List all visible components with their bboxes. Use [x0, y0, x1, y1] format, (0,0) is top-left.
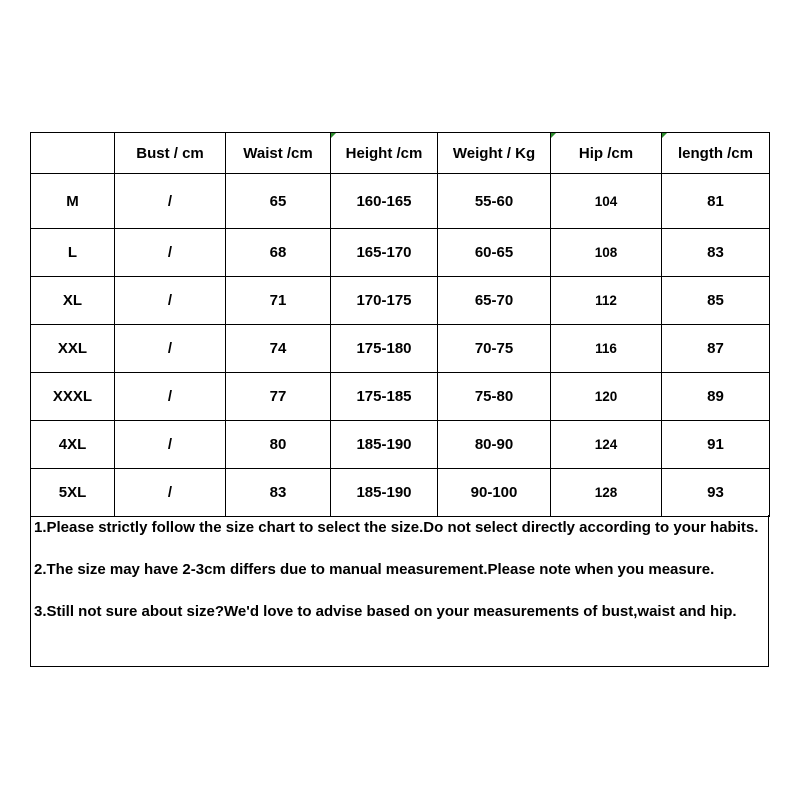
- bust-cell: /: [115, 469, 226, 517]
- bust-cell: /: [115, 373, 226, 421]
- height-cell: 185-190: [331, 469, 438, 517]
- hip-cell: 124: [551, 421, 662, 469]
- waist-cell: 77: [226, 373, 331, 421]
- header-height: [331, 133, 438, 174]
- bust-cell: /: [115, 174, 226, 229]
- note-2: 2.The size may have 2-3cm differs due to manual measurement.Please note when you measure.: [34, 561, 715, 578]
- waist-cell: 65: [226, 174, 331, 229]
- weight-cell: 65-70: [438, 277, 551, 325]
- size-chart-table: [30, 132, 770, 517]
- waist-cell: 68: [226, 229, 331, 277]
- length-cell: 93: [662, 469, 770, 517]
- weight-cell: 60-65: [438, 229, 551, 277]
- length-cell: 87: [662, 325, 770, 373]
- hip-cell: 104: [551, 174, 662, 229]
- size-notes: [30, 515, 769, 667]
- size-cell: XXL: [31, 325, 115, 373]
- header-height-label: Height /cm: [345, 144, 423, 162]
- header-length: [662, 133, 770, 174]
- size-cell: XL: [31, 277, 115, 325]
- header-length-label: length /cm: [677, 144, 753, 162]
- header-hip: [551, 133, 662, 174]
- note-3: 3.Still not sure about size?We'd love to advise based on your measurements of bust,waist and hip.: [34, 603, 737, 620]
- height-cell: 165-170: [331, 229, 438, 277]
- weight-cell: 55-60: [438, 174, 551, 229]
- header-waist: Waist /cm: [226, 133, 331, 174]
- waist-cell: 83: [226, 469, 331, 517]
- hip-cell: 108: [551, 229, 662, 277]
- height-cell: 185-190: [331, 421, 438, 469]
- weight-cell: 70-75: [438, 325, 551, 373]
- header-weight: Weight / Kg: [438, 133, 551, 174]
- table-row: [31, 469, 770, 517]
- length-cell: 81: [662, 174, 770, 229]
- height-cell: 170-175: [331, 277, 438, 325]
- height-cell: 160-165: [331, 174, 438, 229]
- table-row: [31, 229, 770, 277]
- weight-cell: 90-100: [438, 469, 551, 517]
- length-cell: 85: [662, 277, 770, 325]
- weight-cell: 80-90: [438, 421, 551, 469]
- waist-cell: 71: [226, 277, 331, 325]
- bust-cell: /: [115, 229, 226, 277]
- size-cell: XXXL: [31, 373, 115, 421]
- header-bust: Bust / cm: [115, 133, 226, 174]
- size-cell: 5XL: [31, 469, 115, 517]
- hip-cell: 120: [551, 373, 662, 421]
- size-cell: L: [31, 229, 115, 277]
- bust-cell: /: [115, 325, 226, 373]
- table-row: [31, 174, 770, 229]
- cell-comment-marker: [331, 133, 336, 138]
- size-cell: 4XL: [31, 421, 115, 469]
- length-cell: 91: [662, 421, 770, 469]
- cell-comment-marker: [662, 133, 667, 138]
- length-cell: 83: [662, 229, 770, 277]
- height-cell: 175-180: [331, 325, 438, 373]
- bust-cell: /: [115, 421, 226, 469]
- hip-cell: 112: [551, 277, 662, 325]
- hip-cell: 116: [551, 325, 662, 373]
- note-1: 1.Please strictly follow the size chart to select the size.Do not select directly according to your habits.: [34, 519, 759, 536]
- table-row: [31, 373, 770, 421]
- cell-comment-marker: [551, 133, 556, 138]
- hip-cell: 128: [551, 469, 662, 517]
- table-row: [31, 277, 770, 325]
- size-cell: M: [31, 174, 115, 229]
- bust-cell: /: [115, 277, 226, 325]
- header-size: [31, 133, 115, 174]
- waist-cell: 80: [226, 421, 331, 469]
- header-hip-label: Hip /cm: [578, 144, 634, 162]
- weight-cell: 75-80: [438, 373, 551, 421]
- table-row: [31, 421, 770, 469]
- table-row: [31, 325, 770, 373]
- waist-cell: 74: [226, 325, 331, 373]
- length-cell: 89: [662, 373, 770, 421]
- height-cell: 175-185: [331, 373, 438, 421]
- header-row: [31, 133, 770, 174]
